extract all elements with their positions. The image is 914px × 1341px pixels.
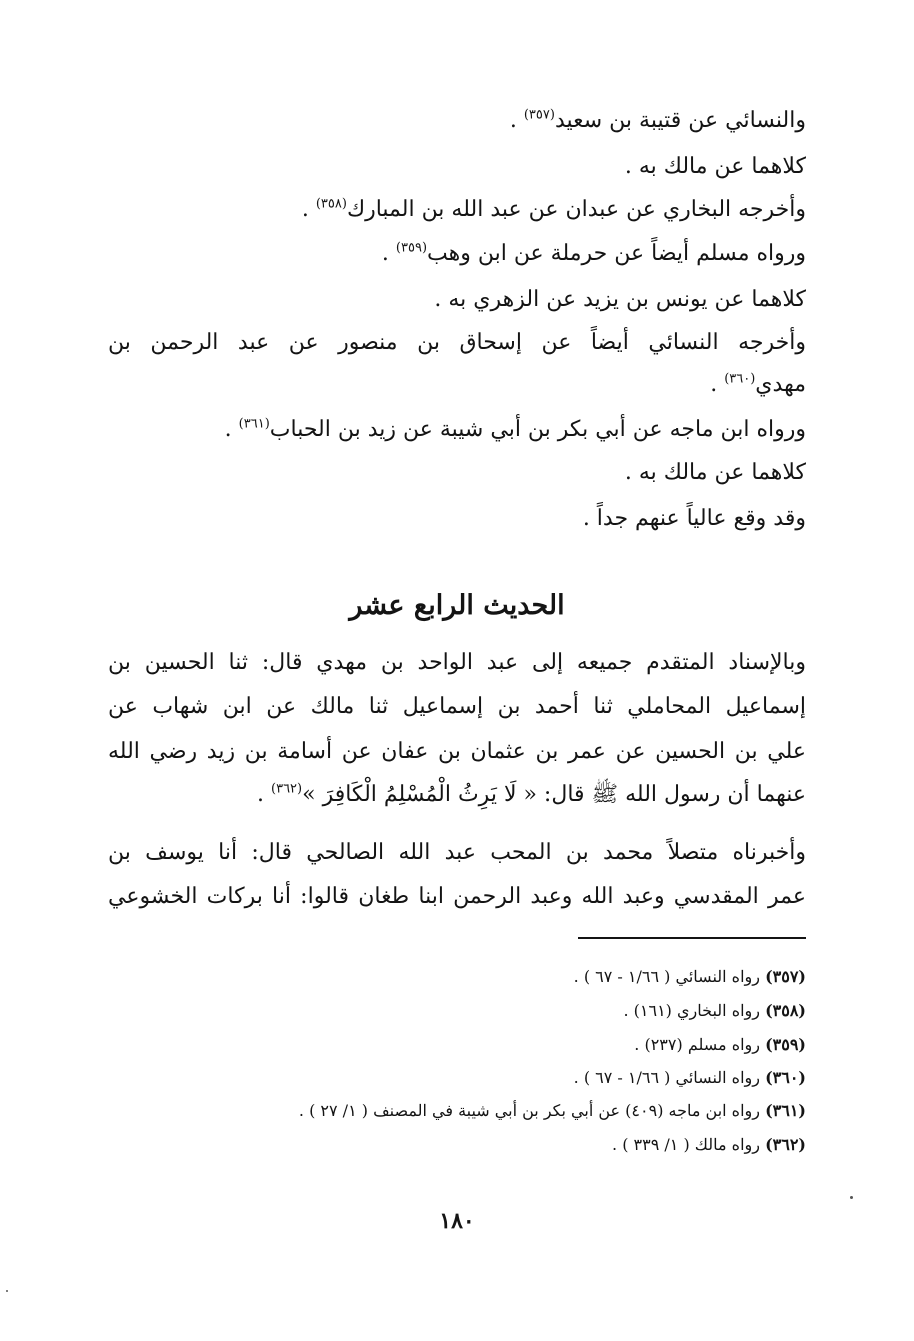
footnote-ref: (٣٦٠) — [724, 371, 756, 387]
footnote-separator — [578, 937, 806, 939]
line-text: كلاهما عن مالك به . — [624, 460, 806, 485]
text-line — [625, 458, 806, 488]
footnote-number: (٣٥٨) — [765, 1001, 806, 1020]
text-line — [583, 504, 806, 534]
text-line — [257, 780, 806, 810]
text-line — [434, 285, 806, 315]
line-text: ورواه ابن ماجه عن أبي بكر بن أبي شيبة عن زيد بن الحباب — [269, 417, 806, 442]
text-line — [625, 152, 806, 182]
footnote-number: (٣٥٧) — [765, 967, 806, 986]
justified-line: وبالإسناد المتقدم جميعه إلى عبد الواحد بن مهدي قال: ثنا الحسين بن — [108, 650, 806, 675]
line-text: ورواه مسلم أيضاً عن حرملة عن ابن وهب — [427, 241, 806, 266]
line-tail: . — [257, 782, 272, 807]
line-tail: . — [710, 372, 725, 397]
footnote-number: (٣٥٩) — [765, 1035, 806, 1054]
footnote — [623, 1000, 806, 1022]
line-tail: . — [301, 197, 316, 222]
line-text: مهدي — [755, 372, 806, 397]
footnote-ref: (٣٦١) — [238, 416, 270, 432]
footnote-text: رواه النسائي ( ١/٦٦ - ٦٧ ) . — [573, 1068, 760, 1087]
justified-line: إسماعيل المحاملي ثنا أحمد بن إسماعيل ثنا مالك عن ابن شهاب عن — [108, 694, 806, 719]
footnote-ref: (٣٥٧) — [523, 107, 555, 123]
justified-line: علي بن الحسين عن عمر بن عثمان بن عفان عن أسامة بن زيد رضي الله — [108, 739, 806, 764]
line-text: عنهما أن رسول الله ﷺ قال: « لَا يَرِثُ الْمُسْلِمُ الْكَافِرَ » — [302, 782, 806, 807]
scan-speck — [6, 1290, 8, 1292]
footnote-number: (٣٦٢) — [765, 1135, 806, 1154]
footnote — [299, 1100, 806, 1122]
justified-line: وأخرجه النسائي أيضاً عن إسحاق بن منصور عن عبد الرحمن بن — [108, 330, 806, 355]
justified-line: وأخبرناه متصلاً محمد بن المحب عبد الله الصالحي قال: أنا يوسف بن — [108, 840, 806, 865]
scan-speck — [850, 1196, 853, 1199]
footnote-number: (٣٦٠) — [765, 1068, 806, 1087]
footnote-text: رواه النسائي ( ١/٦٦ - ٦٧ ) . — [573, 967, 760, 986]
line-text: كلاهما عن يونس بن يزيد عن الزهري به . — [434, 287, 806, 312]
footnote-ref: (٣٥٨) — [315, 196, 347, 212]
line-tail: . — [224, 417, 239, 442]
line-text: والنسائي عن قتيبة بن سعيد — [554, 108, 806, 133]
footnote-text: رواه مالك ( ١/ ٣٣٩ ) . — [612, 1135, 760, 1154]
line-text: كلاهما عن مالك به . — [624, 154, 806, 179]
footnote-ref: (٣٦٢) — [271, 781, 303, 797]
text-line — [710, 370, 806, 400]
section-heading: الحديث الرابع عشر — [349, 590, 565, 621]
footnote — [574, 966, 806, 988]
footnote — [634, 1034, 806, 1056]
page-number: ١٨٠ — [439, 1208, 475, 1234]
footnote-text: رواه ابن ماجه (٤٠٩) عن أبي بكر بن أبي شيبة في المصنف ( ١/ ٢٧ ) . — [298, 1101, 760, 1120]
line-tail: . — [381, 241, 396, 266]
footnote-ref: (٣٥٩) — [395, 240, 428, 256]
footnote — [612, 1134, 806, 1156]
footnote — [574, 1067, 806, 1089]
text-line — [302, 195, 806, 225]
footnote-text: رواه البخاري (١٦١) . — [623, 1001, 760, 1020]
text-line — [382, 239, 806, 269]
text-line — [225, 415, 806, 445]
line-text: وأخرجه البخاري عن عبدان عن عبد الله بن المبارك — [346, 197, 806, 222]
footnote-number: (٣٦١) — [765, 1101, 806, 1120]
footnote-text: رواه مسلم (٢٣٧) . — [634, 1035, 760, 1054]
justified-line: عمر المقدسي وعبد الله وعبد الرحمن ابنا طغان قالوا: أنا بركات الخشوعي — [108, 884, 806, 909]
line-tail: . — [509, 108, 524, 133]
text-line — [510, 106, 806, 136]
line-text: وقد وقع عالياً عنهم جداً . — [582, 506, 806, 531]
